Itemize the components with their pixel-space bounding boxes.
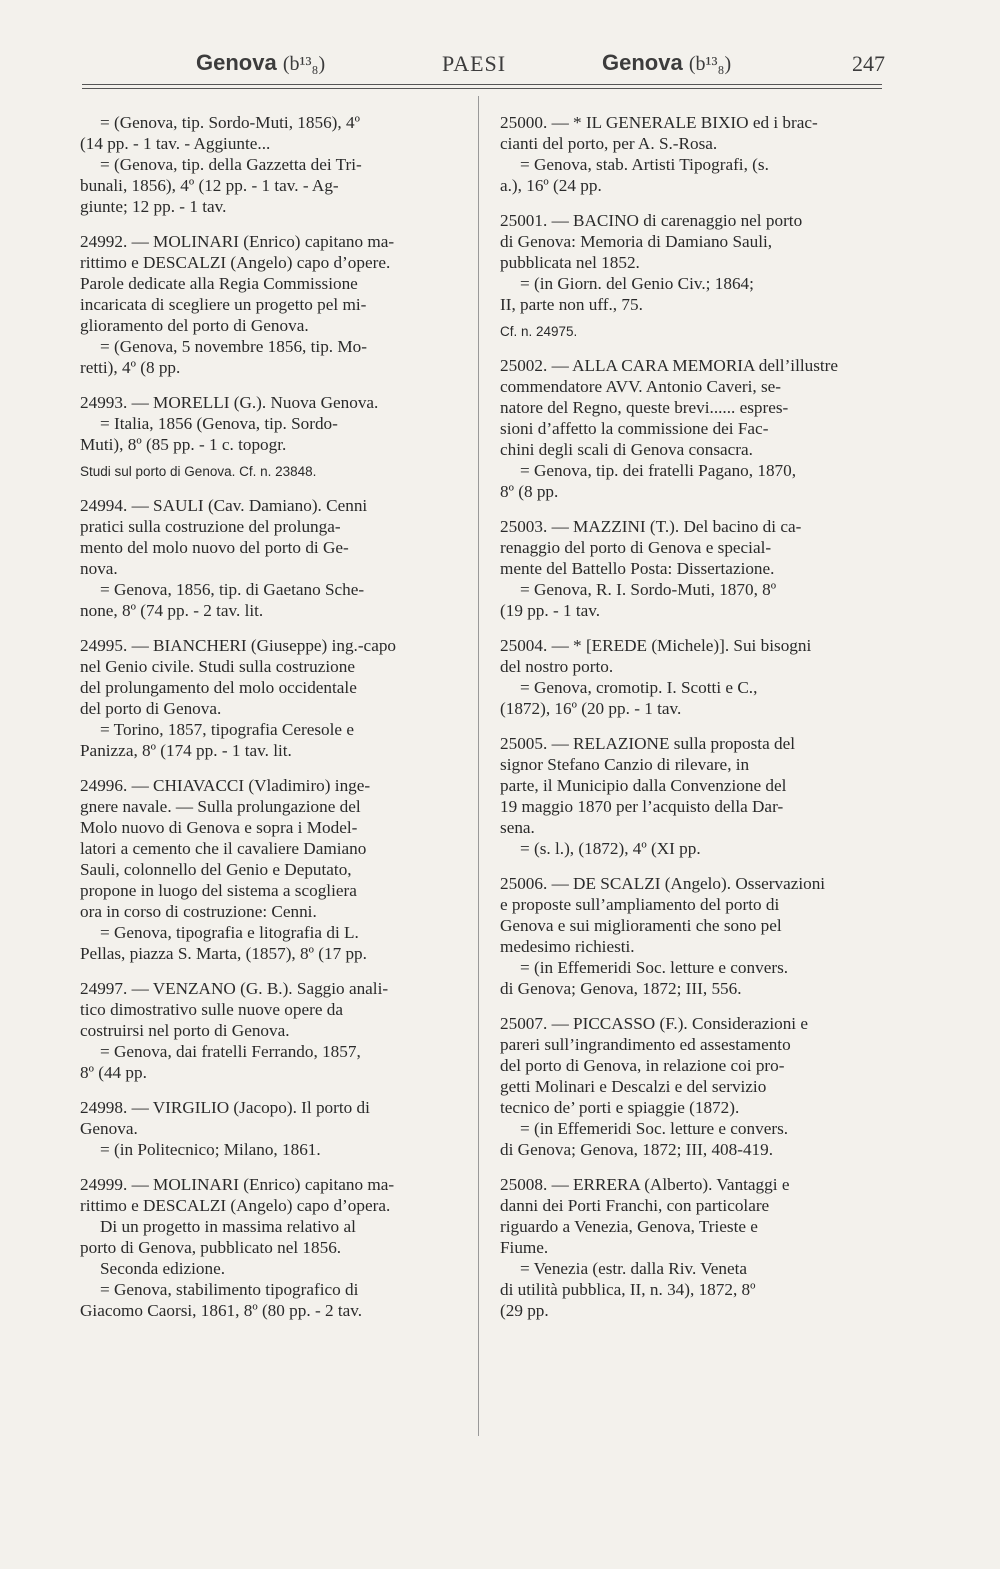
entry-line: = Genova, R. I. Sordo-Muti, 1870, 8º — [520, 580, 777, 599]
bibliography-entry — [500, 873, 880, 999]
entry-line: Fiume. — [500, 1238, 549, 1257]
entry-line: Molo nuovo di Genova e sopra i Model- — [80, 818, 358, 837]
entry-line: gnere navale. — Sulla prolungazione del — [80, 797, 361, 816]
entry-line: rittimo e DESCALZI (Angelo) capo d’opere. — [80, 253, 391, 272]
entry-line: rittimo e DESCALZI (Angelo) capo d’opera. — [80, 1196, 391, 1215]
entry-line: parte, il Municipio dalla Convenzione del — [500, 776, 787, 795]
right-column — [500, 112, 880, 1335]
entry-line: costruirsi nel porto di Genova. — [80, 1021, 290, 1040]
entry-line: = Genova, tip. dei fratelli Pagano, 1870, — [520, 461, 797, 480]
entry-note: Cf. n. 24975. — [500, 324, 578, 339]
entry-line: = (in Politecnico; Milano, 1861. — [100, 1140, 321, 1159]
entry-line: Pellas, piazza S. Marta, (1857), 8º (17 pp. — [80, 944, 367, 963]
entry-line: 24997. — VENZANO (G. B.). Saggio anali- — [80, 979, 389, 998]
entry-line: sioni d’affetto la commissione dei Fac- — [500, 419, 769, 438]
entry-line: sena. — [500, 818, 535, 837]
bibliography-entry — [500, 1174, 880, 1321]
entry-line: Giacomo Caorsi, 1861, 8º (80 pp. - 2 tav. — [80, 1301, 363, 1320]
entry-line: mente del Battello Posta: Dissertazione. — [500, 559, 775, 578]
bibliography-entry — [80, 635, 460, 761]
running-title-right: Genova (b¹³₈) — [602, 50, 732, 75]
entry-line: 19 maggio 1870 per l’acquisto della Dar- — [500, 797, 784, 816]
entry-line: del prolungamento del molo occidentale — [80, 678, 357, 697]
entry-line: tecnico de’ porti e spiaggie (1872). — [500, 1098, 740, 1117]
bibliography-entry — [80, 392, 460, 481]
entry-line: = (Genova, tip. della Gazzetta dei Tri- — [100, 155, 362, 174]
entry-line: del nostro porto. — [500, 657, 614, 676]
header-rule-top — [82, 84, 882, 85]
entry-line: = Genova, dai fratelli Ferrando, 1857, — [100, 1042, 361, 1061]
entry-line: Genova e sui miglioramenti che sono pel — [500, 916, 782, 935]
entry-line: cianti del porto, per A. S.-Rosa. — [500, 134, 718, 153]
bibliography-entry — [80, 112, 460, 217]
entry-line: tico dimostrativo sulle nuove opere da — [80, 1000, 343, 1019]
entry-line: 24992. — MOLINARI (Enrico) capitano ma- — [80, 232, 395, 251]
entry-line: = (in Effemeridi Soc. letture e convers. — [520, 958, 789, 977]
bibliography-entry — [500, 733, 880, 859]
entry-line: = Genova, stabilimento tipografico di — [100, 1280, 359, 1299]
entry-line: = (in Effemeridi Soc. letture e convers. — [520, 1119, 789, 1138]
entry-line: porto di Genova, pubblicato nel 1856. — [80, 1238, 342, 1257]
header-rule-bottom — [82, 88, 882, 89]
entry-line: Panizza, 8º (174 pp. - 1 tav. lit. — [80, 741, 292, 760]
entry-line: danni dei Porti Franchi, con particolare — [500, 1196, 770, 1215]
entry-line: 25002. — ALLA CARA MEMORIA dell’illustre — [500, 356, 839, 375]
entry-line: nova. — [80, 559, 118, 578]
entry-line: commendatore AVV. Antonio Caveri, se- — [500, 377, 782, 396]
entry-line: = Genova, tipografia e litografia di L. — [100, 923, 359, 942]
entry-line: Muti), 8º (85 pp. - 1 c. topogr. — [80, 435, 287, 454]
bibliography-entry — [80, 1097, 460, 1160]
column-divider — [478, 96, 479, 1436]
entry-line: medesimo richiesti. — [500, 937, 635, 956]
entry-line: propone in luogo del sistema a scogliera — [80, 881, 357, 900]
bibliography-entry — [500, 1013, 880, 1160]
entry-line: mento del molo nuovo del porto di Ge- — [80, 538, 349, 557]
entry-line: ora in corso di costruzione: Cenni. — [80, 902, 317, 921]
entry-line: riguardo a Venezia, Genova, Trieste e — [500, 1217, 758, 1236]
entry-line: signor Stefano Canzio di rilevare, in — [500, 755, 750, 774]
entry-line: 25001. — BACINO di carenaggio nel porto — [500, 211, 803, 230]
entry-line: 25006. — DE SCALZI (Angelo). Osservazioni — [500, 874, 826, 893]
entry-line: natore del Regno, queste brevi...... espres- — [500, 398, 789, 417]
entry-line: none, 8º (74 pp. - 2 tav. lit. — [80, 601, 264, 620]
entry-line: 24994. — SAULI (Cav. Damiano). Cenni — [80, 496, 368, 515]
entry-line: bunali, 1856), 4º (12 pp. - 1 tav. - Ag- — [80, 176, 339, 195]
entry-line: Di un progetto in massima relativo al — [100, 1217, 356, 1236]
entry-line: di Genova: Memoria di Damiano Sauli, — [500, 232, 773, 251]
entry-line: getti Molinari e Descalzi e del servizio — [500, 1077, 767, 1096]
bibliography-entry — [80, 775, 460, 964]
left-column — [80, 112, 460, 1335]
bibliography-entry — [500, 112, 880, 196]
page-number: 247 — [852, 51, 885, 76]
entry-line: (1872), 16º (20 pp. - 1 tav. — [500, 699, 682, 718]
bibliography-entry — [80, 1174, 460, 1321]
entry-line: 24996. — CHIAVACCI (Vladimiro) inge- — [80, 776, 371, 795]
running-title-right-code: (b¹³₈) — [688, 53, 732, 75]
entry-line: (29 pp. — [500, 1301, 549, 1320]
entry-line: glioramento del porto di Genova. — [80, 316, 309, 335]
entry-line: 24995. — BIANCHERI (Giuseppe) ing.-capo — [80, 636, 397, 655]
entry-line: = (Genova, tip. Sordo-Muti, 1856), 4º — [100, 113, 360, 132]
bibliography-entry — [80, 978, 460, 1083]
entry-line: di Genova; Genova, 1872; III, 556. — [500, 979, 742, 998]
entry-line: Seconda edizione. — [100, 1259, 226, 1278]
bibliography-entry — [80, 231, 460, 378]
entry-line: 24998. — VIRGILIO (Jacopo). Il porto di — [80, 1098, 370, 1117]
entry-line: = Italia, 1856 (Genova, tip. Sordo- — [100, 414, 338, 433]
entry-line: 25004. — * [EREDE (Michele)]. Sui bisogni — [500, 636, 812, 655]
entry-line: latori a cemento che il cavaliere Damiano — [80, 839, 367, 858]
entry-line: II, parte non uff., 75. — [500, 295, 643, 314]
page-header — [80, 44, 885, 84]
entry-line: = (Genova, 5 novembre 1856, tip. Mo- — [100, 337, 367, 356]
bibliography-entry — [500, 210, 880, 341]
entry-line: del porto di Genova. — [80, 699, 222, 718]
entry-line: pareri sull’ingrandimento ed assestamento — [500, 1035, 791, 1054]
entry-line: (19 pp. - 1 tav. — [500, 601, 601, 620]
entry-line: pubblicata nel 1852. — [500, 253, 640, 272]
entry-line: Genova. — [80, 1119, 138, 1138]
entry-line: renaggio del porto di Genova e special- — [500, 538, 772, 557]
entry-line: del porto di Genova, in relazione coi pro- — [500, 1056, 785, 1075]
entry-line: di Genova; Genova, 1872; III, 408-419. — [500, 1140, 774, 1159]
bibliography-entry — [500, 355, 880, 502]
entry-line: e proposte sull’ampliamento del porto di — [500, 895, 780, 914]
entry-line: 25008. — ERRERA (Alberto). Vantaggi e — [500, 1175, 790, 1194]
entry-line: = Genova, 1856, tip. di Gaetano Sche- — [100, 580, 365, 599]
entry-line: Sauli, colonnello del Genio e Deputato, — [80, 860, 352, 879]
entry-line: 24993. — MORELLI (G.). Nuova Genova. — [80, 393, 379, 412]
bibliography-entry — [80, 495, 460, 621]
entry-line: a.), 16º (24 pp. — [500, 176, 602, 195]
entry-line: = (s. l.), (1872), 4º (XI pp. — [520, 839, 701, 858]
entry-line: giunte; 12 pp. - 1 tav. — [80, 197, 227, 216]
entry-line: 25005. — RELAZIONE sulla proposta del — [500, 734, 796, 753]
entry-line: (14 pp. - 1 tav. - Aggiunte... — [80, 134, 271, 153]
entry-line: 24999. — MOLINARI (Enrico) capitano ma- — [80, 1175, 395, 1194]
running-title-left: Genova (b¹³₈) — [196, 50, 326, 75]
entry-line: 25007. — PICCASSO (F.). Considerazioni e — [500, 1014, 808, 1033]
entry-line: chini degli scali di Genova consacra. — [500, 440, 753, 459]
entry-line: retti), 4º (8 pp. — [80, 358, 181, 377]
entry-line: nel Genio civile. Studi sulla costruzione — [80, 657, 355, 676]
running-title-left-code: (b¹³₈) — [282, 53, 326, 75]
entry-line: pratici sulla costruzione del prolunga- — [80, 517, 341, 536]
entry-line: = Genova, cromotip. I. Scotti e C., — [520, 678, 758, 697]
entry-line: = Torino, 1857, tipografia Ceresole e — [100, 720, 354, 739]
entry-line: = Venezia (estr. dalla Riv. Veneta — [520, 1259, 748, 1278]
entry-line: = Genova, stab. Artisti Tipografi, (s. — [520, 155, 769, 174]
entry-note: Studi sul porto di Genova. Cf. n. 23848. — [80, 464, 317, 479]
entry-line: 25000. — * IL GENERALE BIXIO ed i brac- — [500, 113, 818, 132]
entry-line: incaricata di scegliere un progetto pel mi- — [80, 295, 367, 314]
entry-line: 25003. — MAZZINI (T.). Del bacino di ca- — [500, 517, 802, 536]
entry-line: Parole dedicate alla Regia Commissione — [80, 274, 358, 293]
bibliography-entry — [500, 516, 880, 621]
entry-line: 8º (44 pp. — [80, 1063, 147, 1082]
bibliography-entry — [500, 635, 880, 719]
entry-line: di utilità pubblica, II, n. 34), 1872, 8º — [500, 1280, 756, 1299]
section-title: PAESI — [442, 51, 507, 76]
entry-line: = (in Giorn. del Genio Civ.; 1864; — [520, 274, 754, 293]
entry-line: 8º (8 pp. — [500, 482, 559, 501]
